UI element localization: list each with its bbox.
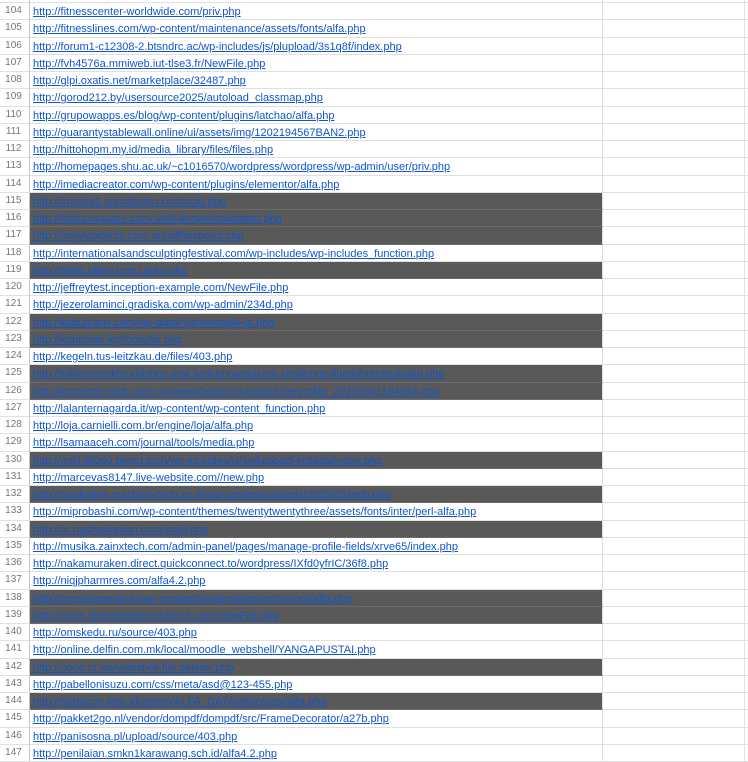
url-link[interactable]: http://forum1-c12308-2.btsndrc.ac/wp-includes/js/plupload/3s1q8f/index.php — [33, 40, 402, 53]
empty-cell[interactable] — [603, 452, 745, 469]
table-row — [0, 245, 748, 262]
url-cell[interactable] — [30, 521, 603, 538]
url-link[interactable]: http://hittohopm.my.id/media_library/files/files.php — [33, 144, 274, 156]
url-cell[interactable] — [30, 210, 603, 227]
empty-cell[interactable] — [603, 676, 745, 693]
url-cell[interactable] — [30, 193, 603, 210]
empty-cell[interactable] — [603, 400, 745, 417]
url-link[interactable]: http://fitnesscenter-worldwide.com/priv.php — [33, 6, 241, 18]
url-link[interactable]: http://imizpia2.gamdesign.kr/stmcld.php — [33, 195, 227, 208]
url-link[interactable]: http://fitnesslines.com/wp-content/maintenance/assets/fonts/alfa.php — [33, 23, 366, 36]
url-cell[interactable] — [30, 469, 603, 486]
table-row — [0, 176, 748, 193]
url-link[interactable]: http://glpi.oxatis.net/marketplace/32487.php — [33, 75, 246, 87]
empty-cell[interactable] — [603, 107, 745, 124]
row-number[interactable]: 133 — [0, 503, 30, 520]
table-row — [0, 521, 748, 538]
empty-cell[interactable] — [603, 624, 745, 641]
empty-cell[interactable] — [603, 521, 745, 538]
url-cell[interactable] — [30, 331, 603, 348]
empty-cell[interactable] — [603, 314, 745, 331]
empty-cell[interactable] — [603, 296, 745, 313]
url-link[interactable]: http://oooo.ct.ws/webshell.file.deleter.php — [33, 661, 234, 674]
table-row — [0, 434, 748, 451]
row-number[interactable]: 141 — [0, 641, 30, 658]
url-cell[interactable] — [30, 348, 603, 365]
url-link[interactable]: http://kabultrans.com/wp-admin/js/example-js.php — [33, 316, 275, 329]
row-number[interactable]: 109 — [0, 89, 30, 106]
table-row — [0, 262, 748, 279]
url-cell[interactable] — [30, 659, 603, 676]
row-number[interactable]: 111 — [0, 124, 30, 141]
url-link[interactable]: http://miprobashi.com/wp-content/themes/twentytwentythree/assets/fonts/inter/perl-alfa.php — [33, 506, 477, 519]
table-row — [0, 331, 748, 348]
empty-cell[interactable] — [603, 745, 745, 762]
table-row — [0, 641, 748, 658]
url-cell[interactable] — [30, 590, 603, 607]
url-link[interactable]: http://nakamuraken.direct.quickconnect.to/wordpress/IXfd0yfrIC/36f8.php — [33, 558, 389, 570]
empty-cell[interactable] — [603, 572, 745, 589]
table-row — [0, 572, 748, 589]
url-cell[interactable] — [30, 227, 603, 244]
empty-cell[interactable] — [603, 641, 745, 658]
url-cell[interactable] — [30, 365, 603, 382]
url-link[interactable]: http://instyleagents.com.au/alflitespeed.php — [33, 230, 244, 243]
url-cell[interactable] — [30, 728, 603, 745]
url-link[interactable]: http://lsamaaceh.com/journal/tools/media.php — [33, 437, 255, 450]
table-row — [0, 296, 748, 313]
table-row — [0, 193, 748, 210]
row-number[interactable]: 127 — [0, 400, 30, 417]
row-number[interactable]: 119 — [0, 262, 30, 279]
row-number[interactable]: 128 — [0, 417, 30, 434]
url-link[interactable]: http://panisosna.pl/upload/source/403.php — [33, 730, 238, 743]
url-cell[interactable] — [30, 417, 603, 434]
url-cell[interactable] — [30, 245, 603, 262]
empty-cell[interactable] — [603, 659, 745, 676]
row-number[interactable]: 104 — [0, 3, 30, 20]
empty-cell[interactable] — [603, 607, 745, 624]
table-row — [0, 141, 748, 158]
empty-cell[interactable] — [603, 72, 745, 89]
table-row — [0, 728, 748, 745]
url-link[interactable]: http://homepages.shu.ac.uk/~c1016570/wordpress/wordpress/wp-admin/user/priv.php — [33, 161, 451, 174]
empty-cell[interactable] — [603, 383, 745, 400]
url-link[interactable]: http://online.delfin.com.mk/local/moodle_webshell/YANGAPUSTAI.php — [33, 644, 376, 657]
row-number[interactable]: 137 — [0, 572, 30, 589]
url-link[interactable]: http://fvh4576a.mmiweb.iut-tlse3.fr/NewFile.php — [33, 57, 266, 70]
table-row — [0, 400, 748, 417]
table-row — [0, 452, 748, 469]
empty-cell[interactable] — [603, 193, 745, 210]
empty-cell[interactable] — [603, 710, 745, 727]
url-link[interactable]: http://penilaian.smkn1karawang.sch.id/alfa4.2.php — [33, 747, 277, 760]
row-number[interactable]: 138 — [0, 590, 30, 607]
row-number[interactable]: 125 — [0, 365, 30, 382]
row-number[interactable]: 147 — [0, 745, 30, 762]
row-number[interactable]: 135 — [0, 538, 30, 555]
empty-cell[interactable] — [603, 331, 745, 348]
row-number[interactable]: 113 — [0, 158, 30, 175]
url-link[interactable]: http://loja.carnielli.com.br/engine/loja/alfa.php — [33, 420, 254, 432]
row-number[interactable]: 129 — [0, 434, 30, 451]
empty-cell[interactable] — [603, 555, 745, 572]
empty-cell[interactable] — [603, 279, 745, 296]
url-link[interactable]: http://omskedu.ru/source/403.php — [33, 627, 197, 639]
url-link[interactable]: http://kantslate.kg/fonts/fai.php — [33, 333, 183, 346]
empty-cell[interactable] — [603, 176, 745, 193]
url-link[interactable]: http://infotaxsquare.com/.well-known/validation.php — [33, 213, 282, 225]
table-row — [0, 72, 748, 89]
row-number[interactable]: 107 — [0, 55, 30, 72]
row-number[interactable]: 116 — [0, 210, 30, 227]
row-number[interactable]: 130 — [0, 452, 30, 469]
url-link[interactable]: http://grupowapps.es/blog/wp-content/plugins/latchao/alfa.php — [33, 109, 335, 122]
empty-cell[interactable] — [603, 728, 745, 745]
empty-cell[interactable] — [603, 590, 745, 607]
url-cell[interactable] — [30, 710, 603, 727]
url-link[interactable]: http://imediacreator.com/wp-content/plugins/elementor/alfa.php — [33, 178, 340, 191]
table-row — [0, 538, 748, 555]
empty-cell[interactable] — [603, 227, 745, 244]
url-link[interactable]: http://kegeln.tus-leitzkau.de/files/403.php — [33, 351, 233, 363]
url-cell[interactable] — [30, 296, 603, 313]
empty-cell[interactable] — [603, 348, 745, 365]
url-link[interactable]: http://nurin.shamostechsolutions.com/NewFile.php — [33, 609, 279, 622]
table-row — [0, 20, 748, 37]
row-number[interactable]: 126 — [0, 383, 30, 400]
url-cell[interactable] — [30, 89, 603, 106]
empty-cell[interactable] — [603, 124, 745, 141]
url-link[interactable]: http://m91380q0.beget.tech/wp-includes/js/swfupload/4e8adu/index.php — [33, 454, 383, 467]
table-row — [0, 469, 748, 486]
url-cell[interactable] — [30, 279, 603, 296]
url-cell[interactable] — [30, 72, 603, 89]
table-row — [0, 555, 748, 572]
row-number[interactable]: 132 — [0, 486, 30, 503]
url-cell[interactable] — [30, 452, 603, 469]
table-row — [0, 158, 748, 175]
row-number[interactable]: 145 — [0, 710, 30, 727]
url-cell[interactable] — [30, 538, 603, 555]
empty-cell[interactable] — [603, 469, 745, 486]
row-number[interactable]: 117 — [0, 227, 30, 244]
table-row — [0, 365, 748, 382]
url-cell[interactable] — [30, 38, 603, 55]
url-cell[interactable] — [30, 262, 603, 279]
url-cell[interactable] — [30, 434, 603, 451]
row-number[interactable]: 106 — [0, 38, 30, 55]
row-number[interactable]: 114 — [0, 176, 30, 193]
row-number[interactable]: 144 — [0, 693, 30, 710]
url-cell[interactable] — [30, 745, 603, 762]
empty-cell[interactable] — [603, 3, 745, 20]
empty-cell[interactable] — [603, 38, 745, 55]
row-number[interactable]: 143 — [0, 676, 30, 693]
empty-cell[interactable] — [603, 693, 745, 710]
table-row — [0, 124, 748, 141]
table-row — [0, 659, 748, 676]
empty-cell[interactable] — [603, 141, 745, 158]
url-cell[interactable] — [30, 641, 603, 658]
table-row — [0, 3, 748, 20]
url-link[interactable]: http://jeffreytest.inception-example.com/NewFile.php — [33, 282, 289, 294]
table-row — [0, 383, 748, 400]
row-number[interactable]: 118 — [0, 245, 30, 262]
url-cell[interactable] — [30, 693, 603, 710]
row-number[interactable]: 112 — [0, 141, 30, 158]
url-link[interactable]: http://lalanternagarda.it/wp-content/wp-content_function.php — [33, 402, 326, 415]
url-cell[interactable] — [30, 400, 603, 417]
url-link[interactable]: http://guarantystablewall.online/ui/assets/img/1202194567BAN2.php — [33, 126, 366, 139]
url-link[interactable]: http://gorod212.by/usersource2025/autoload_classmap.php — [33, 92, 323, 105]
row-number[interactable]: 146 — [0, 728, 30, 745]
url-cell[interactable] — [30, 607, 603, 624]
row-number[interactable]: 131 — [0, 469, 30, 486]
empty-cell[interactable] — [603, 365, 745, 382]
empty-cell[interactable] — [603, 486, 745, 503]
empty-cell[interactable] — [603, 503, 745, 520]
url-cell[interactable] — [30, 383, 603, 400]
empty-cell[interactable] — [603, 20, 745, 37]
table-row — [0, 38, 748, 55]
url-cell[interactable] — [30, 624, 603, 641]
row-number[interactable]: 142 — [0, 659, 30, 676]
url-link[interactable]: http://pakket2go.nl/vendor/dompdf/dompdf/src/FrameDecorator/a27b.php — [33, 713, 389, 726]
table-row — [0, 676, 748, 693]
url-link[interactable]: http://nrequipments.in/wp-content/plugins/elementor/core/alfa.php — [33, 592, 353, 605]
table-row — [0, 693, 748, 710]
url-cell[interactable] — [30, 176, 603, 193]
table-row — [0, 624, 748, 641]
table-row — [0, 55, 748, 72]
url-cell[interactable] — [30, 572, 603, 589]
url-link[interactable]: http://jezerolaminci.gradiska.com/wp-admin/234d.php — [33, 299, 293, 312]
table-row — [0, 503, 748, 520]
row-number[interactable]: 121 — [0, 296, 30, 313]
table-row — [0, 486, 748, 503]
table-row — [0, 227, 748, 244]
empty-cell[interactable] — [603, 210, 745, 227]
row-number[interactable]: 136 — [0, 555, 30, 572]
empty-cell[interactable] — [603, 417, 745, 434]
table-row — [0, 314, 748, 331]
table-row — [0, 710, 748, 727]
row-number[interactable]: 122 — [0, 314, 30, 331]
url-link[interactable]: http://m.medyailanlari.com/shell.php — [33, 523, 209, 536]
url-cell[interactable] — [30, 55, 603, 72]
url-link[interactable]: http://pabellonisuzu.com/css/meta/asd@123-455.php — [33, 678, 293, 691]
table-row — [0, 89, 748, 106]
url-cell[interactable] — [30, 124, 603, 141]
row-number[interactable]: 139 — [0, 607, 30, 624]
row-number[interactable]: 124 — [0, 348, 30, 365]
table-row — [0, 417, 748, 434]
row-number[interactable]: 105 — [0, 20, 30, 37]
empty-cell[interactable] — [603, 434, 745, 451]
empty-cell[interactable] — [603, 245, 745, 262]
row-number[interactable]: 120 — [0, 279, 30, 296]
empty-cell[interactable] — [603, 262, 745, 279]
url-link[interactable]: http://pabxcctv.web.id/admin/ALFA_DATA/alfacgiapi/alfa.php — [33, 696, 327, 708]
url-link[interactable]: http://marketing.machine-tech.co.th/wp-content/uploads/2025/03/web.php — [33, 489, 391, 501]
row-number[interactable]: 140 — [0, 624, 30, 641]
empty-cell[interactable] — [603, 55, 745, 72]
empty-cell[interactable] — [603, 89, 745, 106]
url-cell[interactable] — [30, 141, 603, 158]
url-cell[interactable] — [30, 314, 603, 331]
url-cell[interactable] — [30, 158, 603, 175]
url-cell[interactable] — [30, 107, 603, 124]
table-row — [0, 210, 748, 227]
empty-cell[interactable] — [603, 158, 745, 175]
table-row — [0, 348, 748, 365]
url-cell[interactable] — [30, 555, 603, 572]
url-link[interactable]: http://marcevas8147.live-website.com//new.php — [33, 471, 265, 484]
url-cell[interactable] — [30, 503, 603, 520]
url-cell[interactable] — [30, 676, 603, 693]
table-row — [0, 279, 748, 296]
table-row — [0, 607, 748, 624]
url-link[interactable]: http://itwiki.ulibrv.com.ua/lip.php — [33, 264, 188, 277]
url-link[interactable]: http://kmportal.mtdc.com.my/www/admin/uploads/userprofile_20250501184554.php — [33, 385, 440, 398]
url-cell[interactable] — [30, 3, 603, 20]
url-link[interactable]: http://kikikogelnikfoundation.org/.well-known/acme-challenge/lihatlahdanbukalah.php — [33, 368, 445, 381]
url-link[interactable]: http://niqjpharmres.com/alfa4.2.php — [33, 575, 206, 588]
row-number[interactable]: 115 — [0, 193, 30, 210]
row-number[interactable]: 134 — [0, 521, 30, 538]
row-number[interactable]: 110 — [0, 107, 30, 124]
url-cell[interactable] — [30, 486, 603, 503]
url-cell[interactable] — [30, 20, 603, 37]
row-number[interactable]: 108 — [0, 72, 30, 89]
table-row — [0, 107, 748, 124]
url-link[interactable]: http://internationalsandsculptingfestival.com/wp-includes/wp-includes_function.php — [33, 247, 435, 260]
table-row — [0, 590, 748, 607]
empty-cell[interactable] — [603, 538, 745, 555]
table-row — [0, 745, 748, 762]
url-link[interactable]: http://musika.zainxtech.com/admin-panel/pages/manage-profile-fields/xrve65/index.php — [33, 540, 458, 553]
row-number[interactable]: 123 — [0, 331, 30, 348]
